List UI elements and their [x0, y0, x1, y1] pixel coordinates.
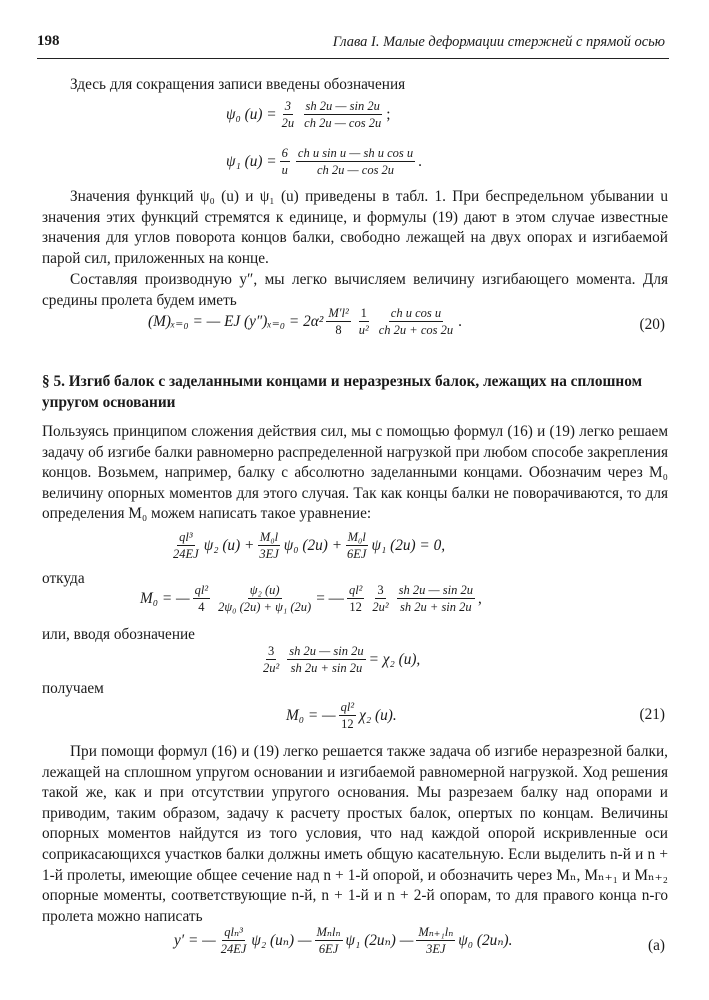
fraction: $\frac{3}{2u}$ [281, 99, 295, 130]
eq21-lhs: M₀ = — [286, 706, 336, 724]
fraction: $\frac{sh 2u — \sin 2u}{sh 2u + \sin 2u}$ [289, 644, 364, 675]
equation-m0 [140, 583, 482, 614]
fraction: $\frac{\text{ql³}}{24EJ}$ [173, 530, 199, 561]
fraction: $\frac{\text{ql²}}{12}$ [340, 700, 355, 731]
psi1-tail: . [418, 152, 422, 170]
section-heading: § 5. Изгиб балок с заделанными концами и неразрезных балок, лежащих на сплошном упругом основании [42, 373, 643, 411]
fraction: $\frac{\text{M₀l}}{6EJ}$ [347, 530, 367, 561]
eqa-term2: ψ₁ (2uₙ) — [345, 932, 414, 949]
eqa-term1: ψ₂ (uₙ) — [251, 932, 312, 949]
eq20-lhs: (M)ₓ₌₀ = — EJ (y″)ₓ₌₀ = 2α² [148, 313, 324, 330]
psi1-lhs: ψ₁ (u) = [226, 152, 277, 170]
equation-support-moment [168, 530, 445, 561]
m0-mid: = — [316, 589, 344, 607]
equation-number-a: (а) [648, 937, 665, 954]
fraction: $\frac{1}{\text{u²}}$ [358, 306, 369, 337]
header-rule [37, 58, 669, 59]
fraction: $\frac{\text{M′l²}}{8}$ [328, 306, 349, 337]
label-ili: или, вводя обозначение [42, 626, 195, 643]
equation-number-21: (21) [639, 706, 665, 723]
paragraph-function-values: Значения функций ψ₀ (u) и ψ₁ (u) приведены в табл. 1. При беспредельном убывании u значения этих функций стремятся к единице, и формулы (19) дают в этом случае известные значения для углов поворота концов балки, свободно лежащей на двух опорах и изгибаемой парой сил, приложенных на конце. [42, 188, 668, 267]
equation-20 [148, 306, 462, 337]
equation-a [174, 925, 512, 956]
m0-lhs: M₀ = — [140, 589, 190, 607]
eq21-tail: χ₂ (u). [359, 706, 397, 724]
m0-tail: , [478, 589, 482, 607]
fraction: $\frac{3}{\text{2u²}}$ [263, 644, 280, 675]
equation-psi1 [226, 146, 422, 177]
fraction: $\frac{\text{M₀l}}{3EJ}$ [259, 530, 279, 561]
paragraph-continuous-beam: При помощи формул (16) и (19) легко решается также задача об изгибе неразрезной балки, лежащей на сплошном упругом основании и изгибаемой равномерной нагрузкой. Ход решения такой же, как и при отсутствии упругого основания. Мы разрезаем балку над опорами и приводим, таким образом, задачу к расчету простых балок, опертых по концам. Величины опорных моментов найдутся из того условия, что над каждой опорой искривленные оси соприкасающихся участков балки должны иметь общую касательную. Если выделить n-й и n + 1-й пролеты, имеющие общее сечение над n + 1-й опорой, и обозначить через Mₙ, Mₙ₊₁ и Mₙ₊₂ опорные моменты, соответствующие n-й, n + 1-й и n + 2-й опорам, то для правого конца n-го пролета можно написать [42, 743, 668, 925]
page-number: 198 [37, 33, 60, 49]
eqa-lhs: y′ = — [174, 931, 216, 949]
paragraph-derivative: Составляя производную y″, мы легко вычисляем величину изгибающего момента. Для средины пролета будем иметь [42, 271, 668, 309]
psi0-tail: ; [386, 105, 391, 123]
equation-chi2 [258, 644, 420, 675]
fraction: $\frac{3}{\text{2u²}}$ [372, 583, 389, 614]
running-title: Глава I. Малые деформации стержней с прямой осью [332, 34, 665, 50]
label-poluchaem: получаем [42, 680, 104, 697]
paragraph-superposition: Пользуясь принципом сложения действия сил, мы с помощью формул (16) и (19) легко решаем задачу об изгибе балки равномерно распределенной нагрузкой при любом способе закрепления концов. Возьмем, например, балку с абсолютно заделанными концами. Обозначим через M₀ величину опорных моментов для этого случая. Так как концы балки не поворачиваются, то для определения M₀ можем написать такое уравнение: [42, 423, 668, 523]
fraction: $\frac{\text{ch u cos u}}{ch 2u + \cos 2u}$ [378, 306, 454, 337]
equation-number-20: (20) [639, 316, 665, 333]
intro-paragraph: Здесь для сокращения записи введены обозначения [70, 76, 406, 93]
fraction: $\frac{\text{ql²}}{4}$ [194, 583, 209, 614]
eqa-term3: ψ₀ (2uₙ). [458, 932, 513, 949]
fraction: $\frac{\text{Mₙ₊₁lₙ}}{3EJ}$ [418, 925, 454, 956]
fraction: $\frac{\text{ψ₂ (u)}}{\text{2ψ₀ (2u) + ψ₁ (2u)}}$ [218, 583, 312, 614]
eqm-term1: ψ₂ (u) + [203, 536, 255, 554]
fraction: $\frac{\text{ql²}}{12}$ [348, 583, 363, 614]
psi0-lhs: ψ₀ (u) = [226, 105, 277, 123]
fraction: $\frac{\text{Mₙlₙ}}{6EJ}$ [316, 925, 341, 956]
eqm-term2: ψ₀ (2u) + [283, 536, 343, 554]
label-otkuda: откуда [42, 570, 85, 587]
equation-psi0 [226, 99, 390, 130]
fraction: $\frac{\text{qlₙ³}}{24EJ}$ [220, 925, 247, 956]
fraction: $\frac{6}{u}$ [281, 146, 288, 177]
fraction: $\frac{sh 2u — \sin 2u}{ch 2u — \cos 2u}$ [304, 99, 382, 130]
eq20-tail: . [458, 312, 462, 330]
eqm-term3: ψ₁ (2u) = 0, [371, 536, 446, 554]
fraction: $\frac{sh 2u — \sin 2u}{sh 2u + \sin 2u}$ [398, 583, 473, 614]
equation-21 [286, 700, 397, 731]
fraction: $\frac{\text{ch u sin u — sh u cos u}}{ch 2u — \cos 2u}$ [297, 146, 414, 177]
chi-tail: = χ₂ (u), [368, 650, 421, 668]
